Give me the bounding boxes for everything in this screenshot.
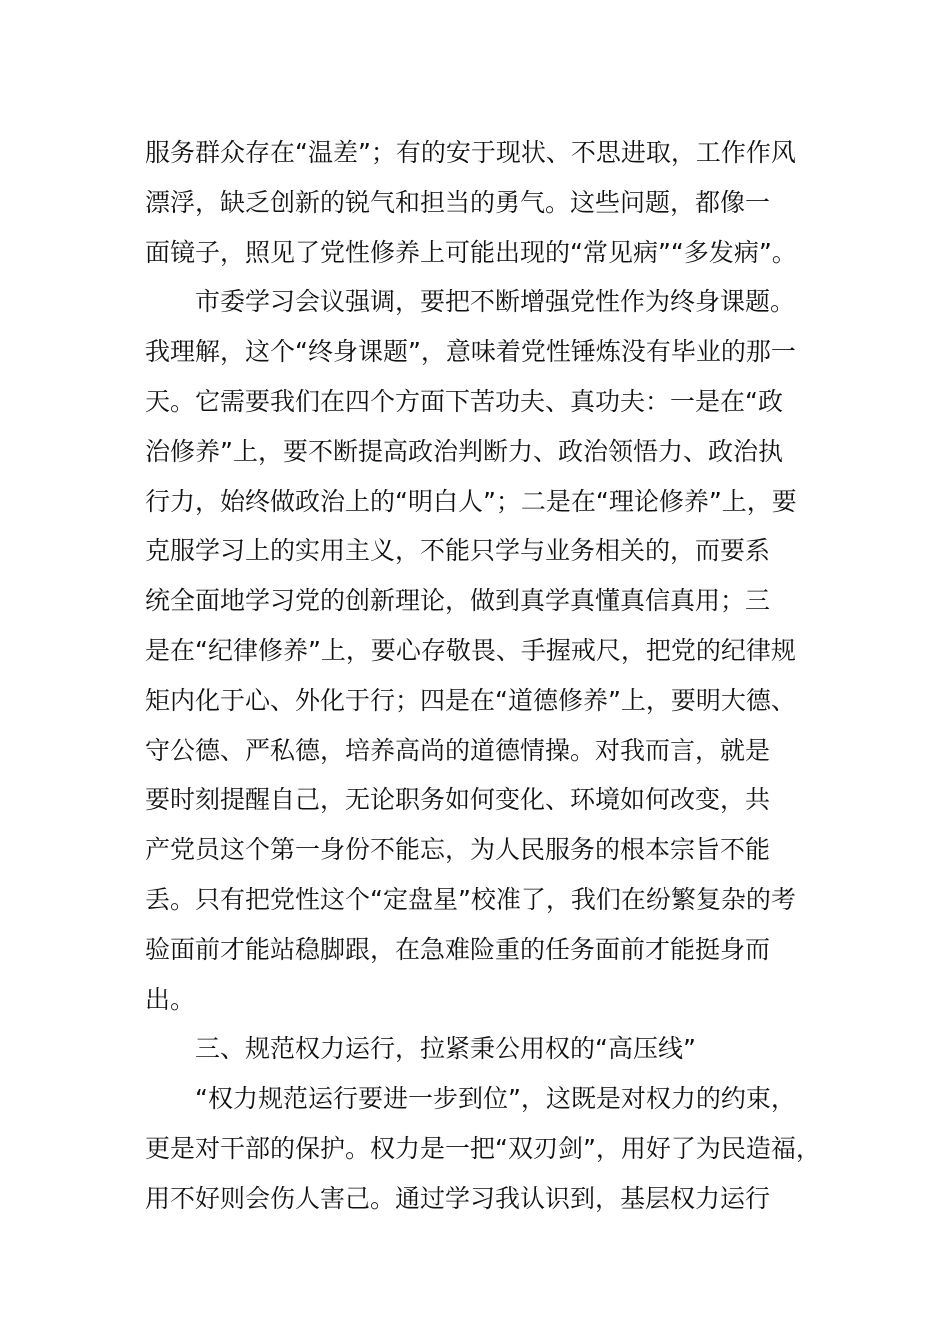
text-line-6: 天。它需要我们在四个方面下苦功夫、真功夫：一是在“政 xyxy=(145,386,783,416)
text-line-11: 是在“纪律修养”上，要心存敬畏、手握戒尺，把党的纪律规 xyxy=(145,635,796,665)
text-line-7: 治修养”上，要不断提高政治判断力、政治领悟力、政治执 xyxy=(145,436,783,466)
section-heading: 三、规范权力运行，拉紧秉公用权的“高压线” xyxy=(195,1034,696,1064)
text-line-3: 面镜子，照见了党性修养上可能出现的“常见病”“多发病”。 xyxy=(145,237,797,267)
text-line-13: 守公德、严私德，培养高尚的道德情操。对我而言，就是 xyxy=(145,735,771,765)
document-body xyxy=(145,128,825,1224)
text-line-18: 出。 xyxy=(145,984,196,1014)
text-line-9: 克服学习上的实用主义，不能只学与业务相关的，而要系 xyxy=(145,536,771,566)
text-line-2: 漂浮，缺乏创新的锐气和担当的勇气。这些问题，都像一 xyxy=(145,187,771,217)
text-line-15: 产党员这个第一身份不能忘，为人民服务的根本宗旨不能 xyxy=(145,835,771,865)
text-line-5: 我理解，这个“终身课题”，意味着党性锤炼没有毕业的那一 xyxy=(145,337,796,367)
text-line-1: 服务群众存在“温差”；有的安于现状、不思进取，工作作风 xyxy=(145,138,796,167)
text-line-10: 统全面地学习党的创新理论，做到真学真懂真信真用；三 xyxy=(145,586,771,616)
text-line-14: 要时刻提醒自己，无论职务如何变化、环境如何改变，共 xyxy=(145,785,771,815)
text-line-22: 用不好则会伤人害己。通过学习我认识到，基层权力运行 xyxy=(145,1183,771,1213)
text-line-17: 验面前才能站稳脚跟，在急难险重的任务面前才能挺身而 xyxy=(145,934,771,964)
text-line-16: 丢。只有把党性这个“定盘星”校准了，我们在纷繁复杂的考 xyxy=(145,884,796,914)
text-line-8: 行力，始终做政治上的“明白人”；二是在“理论修养”上，要 xyxy=(145,486,797,516)
text-line-21: 更是对干部的保护。权力是一把“双刃剑”，用好了为民造福， xyxy=(145,1133,821,1163)
text-line-4: 市委学习会议强调，要把不断增强党性作为终身课题。 xyxy=(195,287,796,317)
text-line-12: 矩内化于心、外化于行；四是在“道德修养”上，要明大德、 xyxy=(145,685,796,715)
text-line-20: “权力规范运行要进一步到位”，这既是对权力的约束， xyxy=(195,1084,796,1114)
